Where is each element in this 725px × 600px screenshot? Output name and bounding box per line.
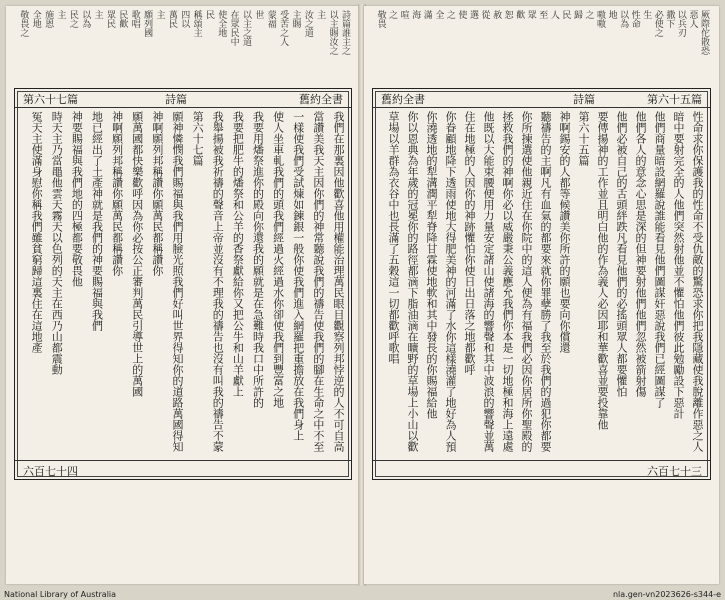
right-page-notes-9: 嗷嗷 — [595, 10, 606, 28]
right-page-columns-1: 暗中要射完全的人他們突然射他並不懼怕他們彼此勉勵設下惡計 — [672, 111, 685, 419]
left-page-notes-20: 主 — [92, 10, 103, 19]
left-page-notes-0: 詩篇誰主之 — [340, 10, 350, 55]
left-page-notes-8: 以主之道 — [241, 10, 252, 46]
left-page-notes-24: 施恩 — [43, 10, 54, 28]
left-page-columns-13: 神要賜福與我們地的四極都要敬畏他 — [70, 111, 84, 287]
left-page-notes-12: 稱頌主 — [191, 10, 202, 37]
right-page-notes-18: 赦 — [491, 10, 502, 19]
right-page-notes-2: 以兵刃 — [675, 10, 686, 37]
left-header-chapter: 第六十七篇 — [23, 93, 78, 106]
right-page-columns-8: 聽禱告的主啊凡有血氣的都要來就你罪孽勝了我至於我們的過犯你都要 — [539, 111, 552, 452]
right-page-notes-10: 之 — [583, 10, 594, 19]
left-page-notes-14: 萬民 — [166, 10, 177, 28]
right-page-footer — [373, 460, 710, 479]
left-page-columns-14: 時天主乃當黽他雲天霧天以色列的天主在西乃山都震動 — [50, 111, 64, 375]
right-page-columns-10: 拯救我們的神啊你必以威嚴秉公義應允我們你本是一切地極和海上遠處 — [501, 111, 514, 452]
right-page-columns-14: 你澆透地的犁溝潤平犁脊降甘霖使地軟和其中發長的你賜福給他 — [425, 111, 438, 419]
right-header-chapter: 第六十五篇 — [647, 93, 702, 106]
right-page-notes-8: 地 — [606, 10, 617, 19]
left-page-columns-11: 神啊願列邦稱讚你願萬民都稱讚你 — [110, 111, 124, 276]
right-page-notes-24: 滿 — [421, 10, 432, 19]
left-page-columns-4: 我要用燔祭進你的殿向你還我的願就是在急難時我口中所許的 — [251, 111, 265, 408]
left-page-columns-2: 一樣使我們受試煉如鍊銀一般你使我們進入網羅把重擔放在我們身上 — [291, 111, 305, 441]
left-page-notes-1: 以主賜汝之 — [327, 10, 338, 55]
left-page-notes-5: 受苦之人 — [278, 10, 289, 46]
left-page-notes-2: 主 — [315, 10, 326, 19]
right-page-notes-26: 喧 — [398, 10, 409, 19]
right-page-notes-3: 撒下 — [664, 10, 675, 28]
left-page-notes-18: 民歡 — [117, 10, 128, 28]
left-page-notes-23: 主 — [55, 10, 66, 19]
right-page-notes-0: 厥際佗散恐 — [699, 10, 709, 55]
left-page-notes-21: 以為 — [80, 10, 91, 28]
left-page-notes-9: 在眾民中 — [228, 10, 239, 46]
right-page-notes-20: 選 — [467, 10, 478, 19]
left-page-notes-4: 主賜 — [290, 10, 301, 28]
right-page-notes-6: 性命 — [629, 10, 640, 28]
right-page-notes-17: 恕 — [502, 10, 513, 19]
left-page-columns-10: 願萬國都快樂歡呼因為你必按公正審判萬民引導世上的萬國 — [130, 111, 144, 397]
right-page-notes-16: 歡 — [514, 10, 525, 19]
right-page-columns-7: 神啊錫安的人都等候讚美你所許的願也要向你償還 — [558, 111, 571, 353]
left-page-columns-8: 願神憐憫我們賜福與我們用臉光照我們好叫世界得知你的道路萬國得知 — [171, 111, 184, 452]
right-page-notes-21: 使 — [456, 10, 467, 19]
left-page-notes-17: 歌唱 — [129, 10, 140, 28]
left-page-notes-6: 蒙福 — [265, 10, 276, 28]
right-page-header — [373, 89, 710, 108]
right-page-notes-11: 歸 — [571, 10, 582, 19]
left-page-notes-3: 汝之道 — [302, 10, 313, 37]
left-page-columns-6: 我舉揚被我祈禱的聲音上帝並沒有不理我的禱告也沒有叫我的禱告不蒙 — [211, 111, 225, 452]
right-page-notes-28: 敬畏 — [375, 10, 386, 28]
right-page-notes-27: 之 — [387, 10, 398, 19]
right-page-columns-5: 要傳揚神的工作並且明白他的作為義人必因耶和華歡喜並要投靠他 — [596, 111, 609, 430]
right-page-notes-4: 必使之 — [652, 10, 663, 37]
right-page-notes-25: 海 — [410, 10, 421, 19]
left-page-columns-9: 神啊願列邦稱讚你願萬民都稱讚你 — [150, 111, 164, 276]
right-page-columns-0: 性命求你保護我的性命不受仇敵的驚恐求你把我隱藏使我脫離作惡之人 — [691, 111, 704, 452]
left-page-columns-3: 使人坐車軋我們的頭我們經過火經過水你卻使我們到豐富之地 — [271, 111, 285, 408]
left-page-notes — [16, 6, 350, 84]
left-page-number: 六百七十四 — [23, 465, 78, 478]
left-page-notes-7: 世 — [253, 10, 264, 19]
left-header-section: 詩篇 — [165, 93, 187, 106]
left-page-header — [15, 89, 351, 108]
left-page-columns-12: 地已經出了土產神就是我們的神要賜福與我們 — [90, 111, 104, 331]
right-page-frame — [372, 88, 711, 480]
right-page-notes-7: 以為 — [618, 10, 629, 28]
right-page-columns-13: 你眷顧地降下透雨使地大得肥美神的河滿了水你這樣澆灌了地好為人預 — [444, 111, 457, 452]
right-page-notes-1: 惡人 — [687, 10, 698, 28]
right-page-notes-12: 民 — [560, 10, 571, 19]
left-page-notes-11: 民 — [203, 10, 214, 19]
right-page-text — [379, 111, 704, 459]
right-page-columns-16: 草場以羊群為衣谷中也長滿了五穀這一切都歡呼歌唱 — [387, 111, 400, 364]
right-page-columns-3: 他們各人的意念心思是深的但神要射他們他們忽然被箭射傷 — [634, 111, 647, 397]
credit-library: National Library of Australia — [4, 590, 117, 599]
left-page-columns-5: 我要把肥牛的燔祭和公羊的香祭獻給你又把公牛和山羊獻上 — [231, 111, 245, 397]
right-page-columns-6: 第六十五篇 — [577, 111, 590, 166]
right-page-notes-15: 眾 — [525, 10, 536, 19]
right-page-notes-13: 人 — [548, 10, 559, 19]
right-page — [364, 6, 719, 584]
right-page-columns-4: 他們必被自己的舌頭絆跌凡看見他們的必搖頭眾人都要懼怕 — [615, 111, 628, 397]
left-page-columns-15: 冤天主使滿身慰你稱我們雖貧窮歸這裏住在這地產 — [30, 111, 44, 353]
right-page-number: 六百七十三 — [647, 465, 702, 478]
right-page-notes-14: 至 — [537, 10, 548, 19]
right-page-columns-9: 你所揀選使他親近住在你院中的這人便為有福我們必因你居所你聖殿的 — [520, 111, 533, 452]
left-page-notes-10: 使全地 — [216, 10, 227, 37]
right-page-columns-2: 他們商量暗設網羅說誰能看見他們圖謀奸惡說我們已經圖謀了 — [653, 111, 666, 408]
right-page-notes — [374, 6, 709, 84]
left-page-notes-16: 願列國 — [142, 10, 153, 37]
right-page-notes-22: 之 — [444, 10, 455, 19]
right-header-title: 舊約全書 — [381, 93, 425, 106]
left-page-notes-25: 全地 — [30, 10, 41, 28]
left-page-notes-13: 四以 — [179, 10, 190, 28]
left-page-notes-19: 眾民 — [104, 10, 115, 28]
left-page-frame — [14, 88, 352, 480]
left-page-footer — [15, 460, 351, 479]
credit-identifier: nla.gen-vn2023626-s344-e — [612, 590, 721, 599]
right-header-section: 詩篇 — [573, 93, 595, 106]
left-page-columns-7: 第六十七篇 — [191, 111, 205, 166]
right-page-columns-12: 住在地極的人因你的神跡懼怕你使日出日落之地都歡呼 — [463, 111, 476, 375]
right-page-notes-23: 全 — [433, 10, 444, 19]
left-page-notes-26: 敬畏之 — [18, 10, 29, 37]
left-page — [6, 6, 360, 584]
right-page-columns-15: 你以恩典為年歲的冠冕你的路徑都滴下脂油滴在曠野的草場上小山以歡 — [406, 111, 419, 452]
right-page-notes-5: 生 — [641, 10, 652, 19]
left-header-title: 舊約全書 — [299, 93, 343, 106]
right-page-columns-11: 他既以大能束腰便用力量安定諸山使諸海的響聲和其中波浪的響聲並萬 — [482, 111, 495, 452]
right-page-notes-19: 從 — [479, 10, 490, 19]
left-page-notes-22: 民之 — [67, 10, 78, 28]
left-page-columns-0: 我們在那裏因他歡喜他用權能治理萬民眼目觀察列邦悖逆的人不可自高 — [332, 111, 345, 452]
left-page-text — [21, 111, 345, 459]
left-page-columns-1: 當讚美我天主因你們的神常聽說我們的禱告使我們的腳在生命之中不至 — [311, 111, 325, 452]
left-page-notes-15: 主 — [154, 10, 165, 19]
